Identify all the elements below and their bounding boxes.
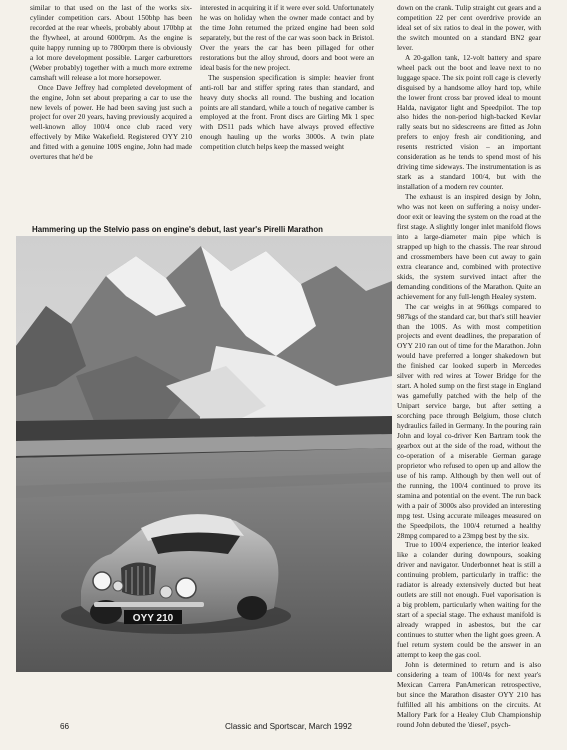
publication-line: Classic and Sportscar, March 1992	[225, 722, 352, 731]
paragraph: The exhaust is an inspired design by John, who was not keen on suffering a noisy under-door exit or leaving the system on the road at the first stage. A slightly longer inlet manifold flows into a large-diameter main pipe which is strapped up high to the chassis. The rear shroud and crossmembers have been cut away to gain extra clearance and, combined with protective skids, the system survived intact after the demanding conditions of the Marathon. Quite an achievement for any full-length Healey system.	[397, 192, 541, 301]
paragraph: The car weighs in at 960kgs compared to 987kgs of the standard car, but that's still heavier than the 100S. As with most competition projects and event deadlines, the preparation of OYY 210 ran out of time for the Marathon. John would have preferred a longer shakedown but the finished car looked superb in Mercedes silver with red wires at Tower Bridge for the start. A holed sump on the first stage in England was gamefully patched with the help of the Unipart service barge, but after setting a scorching pace through Belgium, those clutch hydraulics failed in Germany. In the pouring rain John and loyal co-driver Ken Bartram took the gearbox out at the side of the road, without the co-operation of a miserable German garage proprietor who refused to open up and allow the use of his ramp. Although by then well out of the running, the 100/4 continued to prove its stamina and potential on the event. The run back with a pair of 3000s also provided an interesting mpg test. Using accurate mileages measured on the Speedpilots, the 100/4 returned a healthy 28mpg compared to a 23mpg best by the six.	[397, 301, 541, 540]
page-footer	[0, 718, 567, 738]
rally-car-photo	[16, 236, 392, 672]
page-number: 66	[60, 722, 70, 731]
paragraph: interested in acquiring it if it were ever sold. Unfortunately he was on holiday when the owner made contact and by the time John returned the prized engine had been sold separately, but the rest of the car was soon back in Bristol. Over the years the car has been pillaged for other restorations but the alloy shroud, doors and boot were an ideal basis for the new project.	[200, 3, 374, 72]
paragraph: down on the crank. Tulip straight cut gears and a competition 22 per cent overdrive provide an ideal set of six ratios to deal in the power, with the switch mounted on a standard BN2 gear lever.	[397, 3, 541, 52]
paragraph: True to 100/4 experience, the interior leaked like a colander during downpours, soaking driver and navigator. Underbonnet heat is still a continuing problem, particularly in traffic: the radiator is already extensively ducted but heat outlets are still not enough. Fuel vaporisation is a big problem, particularly when waiting for the start of a special stage. The exhaust manifold is already wrapped in asbestos, but the car continues to stutter when the light goes green. A fuel return system could be the answer in an attempt to keep the gas cool.	[397, 540, 541, 659]
article-column-2	[200, 3, 374, 152]
number-plate: OYY 210	[132, 613, 174, 624]
paragraph: The suspension specification is simple: heavier front anti-roll bar and stiffer spring rates than standard, and heavy duty shocks all round. The bushing and location points are all standard, while a touch of negative camber is employed at the front. Front discs are Girling Mk 1 spec with DS11 pads which have always proved effective enough hauling up the works 3000s. A twin plate competition clutch helps keep the massed weight	[200, 72, 374, 152]
paragraph: John is determined to return and is also considering a team of 100/4s for next year's Mexican Carrera PanAmerican retrospective, but since the Marathon disaster OYY 210 has fulfilled all his ambitions on the circuits. At Mallory Park for a Healey Club Championship round John debuted the 'diesel', psych-	[397, 659, 541, 729]
article-column-1	[30, 3, 192, 162]
photo-caption: Hammering up the Stelvio pass on engine's debut, last year's Pirelli Marathon	[32, 225, 323, 234]
paragraph: similar to that used on the last of the works six-cylinder competition cars. About 150bhp has been recorded at the rear wheels, probably about 170bhp at the flywheel, at around 6000rpm. As the engine is quite happy running up to 7800rpm there is obviously a lot more development possible. Larger carburettors (Weber probably) together with a much more extreme camshaft will release a lot more horsepower.	[30, 3, 192, 82]
article-column-3	[397, 3, 541, 730]
paragraph: A 20-gallon tank, 12-volt battery and spare wheel pack out the boot and leave next to no luggage space. The six point roll cage is cleverly disguised by a handsome alloy hard top, while the lower front cross bar proved ideal to mount Halda, navigator light and Speedpilot. The top also hides the non-period high-backed Kevlar rally seats but no sidescreens are fitted as John prefers to enjoy fresh air conditioning, and resents restricted vision – an important consideration as he tends to spend most of his driving time sideways. The instrumentation is as stark as a standard 100/4, but with the installation of a modern rev counter.	[397, 52, 541, 192]
paragraph: Once Dave Jeffrey had completed development of the engine, John set about preparing a car to use the new levels of power. He had been saving just such a project for over 20 years, having previously acquired a well-known alloy 100/4 once club raced very effectively by Mike Wakefield. Registered OYY 210 and fitted with a genuine 100S engine, John had made overtures that he'd be	[30, 82, 192, 162]
